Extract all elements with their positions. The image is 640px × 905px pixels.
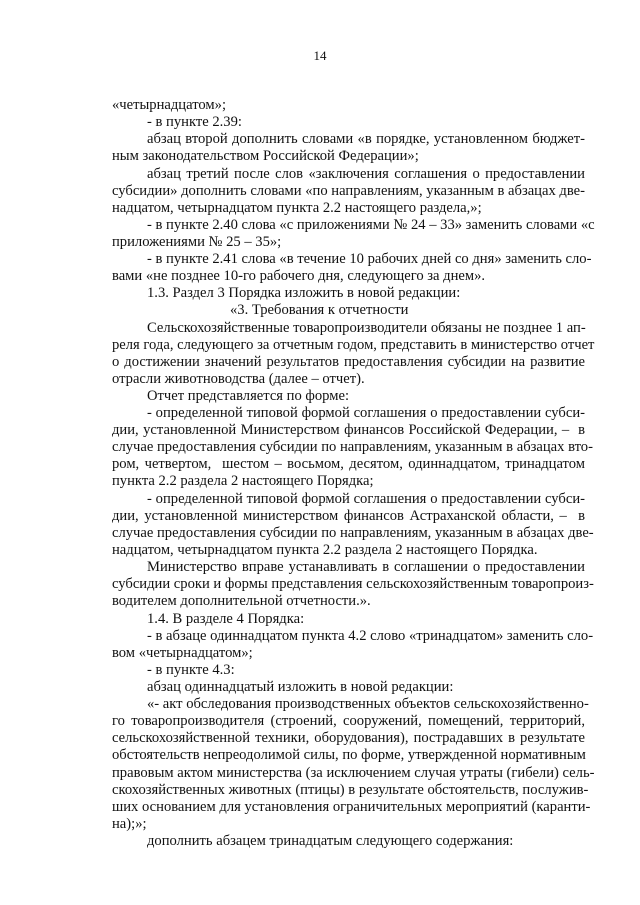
text-line: случае предоставления субсидии по направлениям, указанным в абзацах две- <box>112 525 594 541</box>
text-line: Министерство вправе устанавливать в соглашении о предоставлении <box>147 559 585 575</box>
text-line: - в абзаце одиннадцатом пункта 4.2 слово «тринадцатом» заменить сло- <box>147 628 594 644</box>
text-line: Сельскохозяйственные товаропроизводители обязаны не позднее 1 ап- <box>147 320 586 336</box>
text-line: - в пункте 2.40 слова «с приложениями № 24 – 33» заменить словами «с <box>147 217 595 233</box>
text-line: сельскохозяйственной техники, оборудования), пострадавших в результате <box>112 730 585 746</box>
text-line: скохозяйственных животных (птицы) в результате обстоятельств, послужив- <box>112 782 589 798</box>
text-line: субсидии» дополнить словами «по направлениям, указанным в абзацах две- <box>112 183 585 199</box>
text-line: го товаропроизводителя (строений, сооружений, помещений, территорий, <box>112 713 585 729</box>
text-line: абзац одиннадцатый изложить в новой редакции: <box>147 679 454 695</box>
text-line: субсидии сроки и формы представления сельскохозяйственным товаропроиз- <box>112 576 594 592</box>
text-line: вами «не позднее 10-го рабочего дня, следующего за днем». <box>112 268 486 284</box>
text-line: отрасли животноводства (далее – отчет). <box>112 371 365 387</box>
text-line: дии, установленной министерством финансов Астраханской области, – в <box>112 508 585 524</box>
text-line: надцатом, четырнадцатом пункта 2.2 раздела 2 настоящего Порядка. <box>112 542 538 558</box>
text-line: - в пункте 2.39: <box>147 114 242 130</box>
text-line: случае предоставления субсидии по направлениям, указанным в абзацах вто- <box>112 439 593 455</box>
text-line: вом «четырнадцатом»; <box>112 645 253 661</box>
text-line: - в пункте 4.3: <box>147 662 235 678</box>
text-line: ным законодательством Российской Федерации»; <box>112 148 419 164</box>
text-line: дии, установленной Министерством финансов Российской Федерации, – в <box>112 422 585 438</box>
text-line: правовым актом министерства (за исключением случая утраты (гибели) сель- <box>112 765 595 781</box>
text-line: абзац второй дополнить словами «в порядке, установленном бюджет- <box>147 131 585 147</box>
text-line: - в пункте 2.41 слова «в течение 10 рабочих дней со дня» заменить сло- <box>147 251 592 267</box>
text-line: о достижении значений результатов предоставления субсидии на развитие <box>112 354 585 370</box>
text-line: обстоятельств непреодолимой силы, по форме, утвержденной нормативным <box>112 747 586 763</box>
text-line: - определенной типовой формой соглашения о предоставлении субси- <box>147 491 585 507</box>
text-line: абзац третий после слов «заключения соглашения о предоставлении <box>147 166 585 182</box>
text-line: на);»; <box>112 816 147 832</box>
text-line: ром, четвертом, шестом – восьмом, десятом, одиннадцатом, тринадцатом <box>112 456 585 472</box>
text-line: ших основанием для установления ограничительных мероприятий (каранти- <box>112 799 591 815</box>
text-line: реля года, следующего за отчетным годом, представить в министерство отчет <box>112 337 595 353</box>
text-line: Отчет представляется по форме: <box>147 388 350 404</box>
text-line: пункта 2.2 раздела 2 настоящего Порядка; <box>112 473 374 489</box>
text-line: приложениями № 25 – 35»; <box>112 234 282 250</box>
page-number: 14 <box>313 48 327 63</box>
text-line: «четырнадцатом»; <box>112 97 227 113</box>
text-line: 1.3. Раздел 3 Порядка изложить в новой редакции: <box>147 285 461 301</box>
text-line: водителем дополнительной отчетности.». <box>112 593 371 609</box>
text-line: «- акт обследования производственных объектов сельскохозяйственно- <box>147 696 589 712</box>
text-line: дополнить абзацем тринадцатым следующего содержания: <box>147 833 514 849</box>
section-heading: «3. Требования к отчетности <box>230 302 409 318</box>
text-line: надцатом, четырнадцатом пункта 2.2 настоящего раздела,»; <box>112 200 482 216</box>
text-line: - определенной типовой формой соглашения о предоставлении субси- <box>147 405 585 421</box>
text-line: 1.4. В разделе 4 Порядка: <box>147 611 305 627</box>
